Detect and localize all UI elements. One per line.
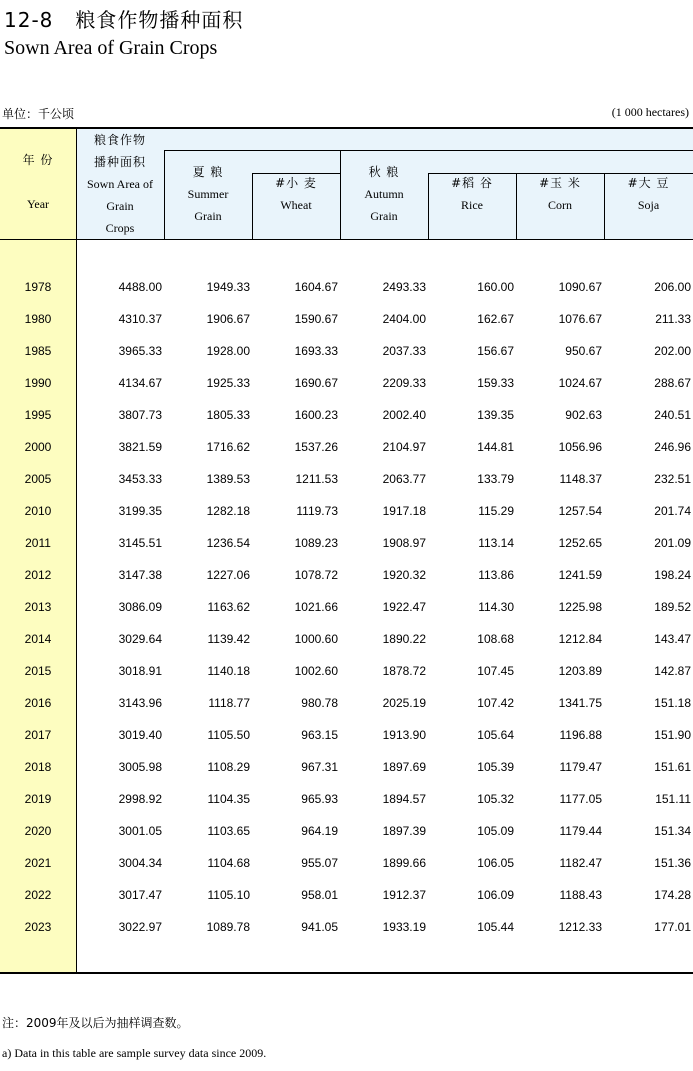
corn-cell: 1090.67 <box>558 280 602 294</box>
year-cell: 2021 <box>24 856 52 870</box>
table-row <box>0 468 693 500</box>
wheat-cell: 1211.53 <box>295 472 338 486</box>
soja-cell: 232.51 <box>654 472 691 486</box>
table-row <box>0 436 693 468</box>
total-cell: 3004.34 <box>118 856 162 870</box>
rice-cell: 113.14 <box>478 536 514 550</box>
year-cell: 1995 <box>24 408 52 422</box>
autumn-cell: 1890.22 <box>382 632 426 646</box>
total-cell: 3018.91 <box>118 664 162 678</box>
autumn-cell: 2493.33 <box>382 280 426 294</box>
unit-label-cn: 单位：千公顷 <box>2 107 75 121</box>
total-cell: 4134.67 <box>118 376 162 390</box>
total-cell: 3807.73 <box>118 408 162 422</box>
soja-cell: 201.74 <box>654 504 691 518</box>
header-bottom-rule <box>0 239 693 240</box>
corn-cell: 1257.54 <box>558 504 602 518</box>
total-cell: 3147.38 <box>118 568 162 582</box>
header-rice-cn: #稻 谷 <box>451 176 493 190</box>
header-soja-en: Soja <box>637 198 660 212</box>
wheat-cell: 965.93 <box>301 792 338 806</box>
wheat-cell: 1537.26 <box>294 440 338 454</box>
wheat-cell: 964.19 <box>301 824 338 838</box>
header-soja <box>604 172 693 216</box>
total-cell: 3086.09 <box>118 600 162 614</box>
wheat-cell: 1690.67 <box>294 376 338 390</box>
summer-cell: 1139.42 <box>207 632 250 646</box>
autumn-cell: 1922.47 <box>382 600 426 614</box>
wheat-cell: 967.31 <box>301 760 338 774</box>
corn-cell: 1056.96 <box>558 440 602 454</box>
corn-cell: 1196.88 <box>559 728 602 742</box>
autumn-cell: 1899.66 <box>382 856 426 870</box>
wheat-cell: 1590.67 <box>294 312 338 326</box>
table-row <box>0 724 693 756</box>
table-row <box>0 276 693 308</box>
summer-cell: 1236.54 <box>206 536 250 550</box>
header-corn <box>516 172 604 216</box>
wheat-cell: 1604.67 <box>294 280 338 294</box>
rice-cell: 105.39 <box>477 760 514 774</box>
header-summer-en1: Summer <box>187 187 229 201</box>
corn-cell: 1212.84 <box>558 632 602 646</box>
header-divider <box>164 150 693 151</box>
year-cell: 2010 <box>24 504 52 518</box>
wheat-cell: 1002.60 <box>294 664 338 678</box>
total-cell: 3821.59 <box>118 440 162 454</box>
header-autumn-en2: Grain <box>370 209 398 223</box>
rice-cell: 114.30 <box>478 600 514 614</box>
header-total-en2: Grain <box>106 199 134 213</box>
header-summer <box>164 161 252 227</box>
soja-cell: 174.28 <box>654 888 691 902</box>
autumn-cell: 1917.18 <box>382 504 426 518</box>
total-cell: 3143.96 <box>118 696 162 710</box>
autumn-cell: 2104.97 <box>382 440 426 454</box>
header-year-cn: 年 份 <box>22 153 54 167</box>
unit-label-en: (1 000 hectares) <box>611 105 689 119</box>
soja-cell: 151.18 <box>654 696 691 710</box>
table-row <box>0 372 693 404</box>
header-summer-cn: 夏 粮 <box>192 165 224 179</box>
table-row <box>0 596 693 628</box>
autumn-cell: 2037.33 <box>382 344 426 358</box>
year-cell: 2005 <box>24 472 52 486</box>
rice-cell: 105.44 <box>477 920 514 934</box>
table-row <box>0 628 693 660</box>
summer-cell: 1928.00 <box>206 344 250 358</box>
footnote-cn: 注：2009年及以后为抽样调查数。 <box>2 1016 189 1030</box>
rice-cell: 105.64 <box>477 728 514 742</box>
year-cell: 2013 <box>24 600 52 614</box>
summer-cell: 1118.77 <box>208 696 250 710</box>
total-cell: 3029.64 <box>118 632 162 646</box>
header-total-cn2: 播种面积 <box>93 155 146 169</box>
header-total-en3: Crops <box>105 221 135 235</box>
soja-cell: 288.67 <box>654 376 691 390</box>
rice-cell: 106.09 <box>477 888 514 902</box>
corn-cell: 1177.05 <box>559 792 602 806</box>
autumn-cell: 1933.19 <box>382 920 426 934</box>
autumn-cell: 2404.00 <box>382 312 426 326</box>
table-row <box>0 852 693 884</box>
total-cell: 4310.37 <box>118 312 162 326</box>
year-cell: 2020 <box>24 824 52 838</box>
header-wheat <box>252 172 340 216</box>
rice-cell: 113.86 <box>478 568 514 582</box>
year-cell: 2017 <box>24 728 52 742</box>
summer-cell: 1805.33 <box>206 408 250 422</box>
header-autumn-en1: Autumn <box>364 187 404 201</box>
year-cell: 1985 <box>24 344 52 358</box>
year-cell: 1990 <box>24 376 52 390</box>
year-cell: 1978 <box>24 280 52 294</box>
header-wheat-cn: #小 麦 <box>275 176 317 190</box>
autumn-cell: 2025.19 <box>382 696 426 710</box>
rice-cell: 107.45 <box>477 664 514 678</box>
rice-cell: 160.00 <box>477 280 514 294</box>
table-row <box>0 500 693 532</box>
corn-cell: 1182.47 <box>559 856 602 870</box>
total-cell: 3453.33 <box>118 472 162 486</box>
corn-cell: 1225.98 <box>558 600 602 614</box>
table-row <box>0 916 693 948</box>
year-cell: 2019 <box>24 792 52 806</box>
soja-cell: 201.09 <box>654 536 691 550</box>
corn-cell: 902.63 <box>565 408 602 422</box>
corn-cell: 1179.47 <box>559 760 602 774</box>
total-cell: 3022.97 <box>118 920 162 934</box>
corn-cell: 1188.43 <box>559 888 602 902</box>
rice-cell: 107.42 <box>477 696 514 710</box>
rice-cell: 105.09 <box>477 824 514 838</box>
summer-cell: 1105.50 <box>207 728 250 742</box>
soja-cell: 142.87 <box>654 664 691 678</box>
footnote-en: a) Data in this table are sample survey data since 2009. <box>2 1046 267 1060</box>
table-number: 12-8 <box>4 8 54 32</box>
wheat-cell: 941.05 <box>301 920 338 934</box>
total-cell: 3199.35 <box>118 504 162 518</box>
corn-cell: 1212.33 <box>558 920 602 934</box>
header-soja-cn: #大 豆 <box>627 176 670 190</box>
autumn-cell: 1894.57 <box>382 792 426 806</box>
header-corn-cn: #玉 米 <box>539 176 581 190</box>
summer-cell: 1108.29 <box>207 760 250 774</box>
corn-cell: 1076.67 <box>558 312 602 326</box>
soja-cell: 151.36 <box>654 856 691 870</box>
rice-cell: 108.68 <box>477 632 514 646</box>
header-year <box>0 149 76 215</box>
soja-cell: 246.96 <box>654 440 691 454</box>
rice-cell: 133.79 <box>477 472 514 486</box>
autumn-cell: 1897.39 <box>382 824 426 838</box>
header-year-en: Year <box>26 197 50 211</box>
summer-cell: 1103.65 <box>207 824 250 838</box>
header-rice-en: Rice <box>461 198 483 212</box>
corn-cell: 1203.89 <box>558 664 602 678</box>
year-cell: 2014 <box>24 632 52 646</box>
total-cell: 4488.00 <box>118 280 162 294</box>
soja-cell: 211.33 <box>655 312 691 326</box>
soja-cell: 151.61 <box>654 760 691 774</box>
wheat-cell: 963.15 <box>301 728 338 742</box>
year-cell: 2012 <box>24 568 52 582</box>
total-cell: 3005.98 <box>118 760 162 774</box>
corn-cell: 1024.67 <box>558 376 602 390</box>
year-cell: 2015 <box>24 664 52 678</box>
autumn-cell: 1912.37 <box>382 888 426 902</box>
soja-cell: 198.24 <box>654 568 691 582</box>
header-rice <box>428 172 516 216</box>
soja-cell: 240.51 <box>654 408 691 422</box>
wheat-cell: 1089.23 <box>294 536 338 550</box>
year-cell: 2000 <box>24 440 52 454</box>
header-wheat-en: Wheat <box>280 198 312 212</box>
soja-cell: 151.11 <box>655 792 691 806</box>
corn-cell: 1341.75 <box>558 696 602 710</box>
total-cell: 3145.51 <box>118 536 162 550</box>
soja-cell: 177.01 <box>654 920 691 934</box>
total-cell: 3019.40 <box>118 728 162 742</box>
wheat-cell: 1693.33 <box>294 344 338 358</box>
rice-cell: 156.67 <box>477 344 514 358</box>
wheat-cell: 1078.72 <box>294 568 338 582</box>
soja-cell: 202.00 <box>654 344 691 358</box>
year-cell: 2018 <box>24 760 52 774</box>
autumn-cell: 1897.69 <box>382 760 426 774</box>
rice-cell: 162.67 <box>477 312 514 326</box>
total-cell: 3017.47 <box>118 888 162 902</box>
summer-cell: 1105.10 <box>207 888 250 902</box>
total-cell: 2998.92 <box>118 792 162 806</box>
rice-cell: 115.29 <box>478 504 514 518</box>
rice-cell: 139.35 <box>477 408 514 422</box>
table-title-cn: 粮食作物播种面积 <box>75 8 244 32</box>
wheat-cell: 1000.60 <box>294 632 338 646</box>
rice-cell: 144.81 <box>477 440 514 454</box>
rice-cell: 106.05 <box>477 856 514 870</box>
page-title-en: Sown Area of Grain Crops <box>4 37 218 59</box>
header-total-cn1: 粮食作物 <box>93 133 146 147</box>
year-cell: 2016 <box>24 696 52 710</box>
header-total-en1: Sown Area of <box>87 177 153 191</box>
summer-cell: 1925.33 <box>206 376 250 390</box>
summer-cell: 1104.35 <box>207 792 250 806</box>
wheat-cell: 1600.23 <box>294 408 338 422</box>
summer-cell: 1389.53 <box>206 472 250 486</box>
autumn-cell: 1908.97 <box>382 536 426 550</box>
autumn-cell: 2002.40 <box>382 408 426 422</box>
rice-cell: 105.32 <box>477 792 514 806</box>
table-row <box>0 532 693 564</box>
header-autumn-cn: 秋 粮 <box>368 165 400 179</box>
summer-cell: 1163.62 <box>207 600 250 614</box>
wheat-cell: 955.07 <box>301 856 338 870</box>
table-row <box>0 884 693 916</box>
table-row <box>0 308 693 340</box>
header-autumn <box>340 161 428 227</box>
table-row <box>0 788 693 820</box>
autumn-cell: 1920.32 <box>382 568 426 582</box>
total-cell: 3965.33 <box>118 344 162 358</box>
wheat-cell: 1119.73 <box>296 504 338 518</box>
soja-cell: 206.00 <box>654 280 691 294</box>
year-cell: 2023 <box>24 920 52 934</box>
summer-cell: 1949.33 <box>206 280 250 294</box>
summer-cell: 1227.06 <box>206 568 250 582</box>
autumn-cell: 2063.77 <box>382 472 426 486</box>
data-table <box>0 127 693 974</box>
table-row <box>0 404 693 436</box>
summer-cell: 1104.68 <box>207 856 250 870</box>
soja-cell: 143.47 <box>654 632 691 646</box>
header-summer-en2: Grain <box>194 209 222 223</box>
rice-cell: 159.33 <box>477 376 514 390</box>
corn-cell: 950.67 <box>565 344 602 358</box>
table-row <box>0 564 693 596</box>
table-row <box>0 756 693 788</box>
year-cell: 2022 <box>24 888 52 902</box>
corn-cell: 1252.65 <box>558 536 602 550</box>
header-corn-en: Corn <box>548 198 572 212</box>
corn-cell: 1241.59 <box>558 568 602 582</box>
wheat-cell: 980.78 <box>301 696 338 710</box>
year-cell: 2011 <box>25 536 51 550</box>
autumn-cell: 1913.90 <box>382 728 426 742</box>
summer-cell: 1906.67 <box>206 312 250 326</box>
total-cell: 3001.05 <box>118 824 162 838</box>
soja-cell: 189.52 <box>654 600 691 614</box>
autumn-cell: 2209.33 <box>382 376 426 390</box>
table-row <box>0 692 693 724</box>
page-title-cn <box>4 4 243 33</box>
table-row <box>0 820 693 852</box>
wheat-cell: 958.01 <box>301 888 338 902</box>
corn-cell: 1179.44 <box>559 824 602 838</box>
summer-cell: 1716.62 <box>206 440 250 454</box>
year-cell: 1980 <box>24 312 52 326</box>
wheat-cell: 1021.66 <box>294 600 338 614</box>
summer-cell: 1089.78 <box>206 920 250 934</box>
summer-cell: 1140.18 <box>207 664 250 678</box>
table-row <box>0 340 693 372</box>
soja-cell: 151.90 <box>654 728 691 742</box>
table-bottom-rule <box>0 972 693 974</box>
soja-cell: 151.34 <box>654 824 691 838</box>
autumn-cell: 1878.72 <box>382 664 426 678</box>
header-total <box>76 129 164 239</box>
corn-cell: 1148.37 <box>559 472 602 486</box>
summer-cell: 1282.18 <box>206 504 250 518</box>
table-row <box>0 660 693 692</box>
